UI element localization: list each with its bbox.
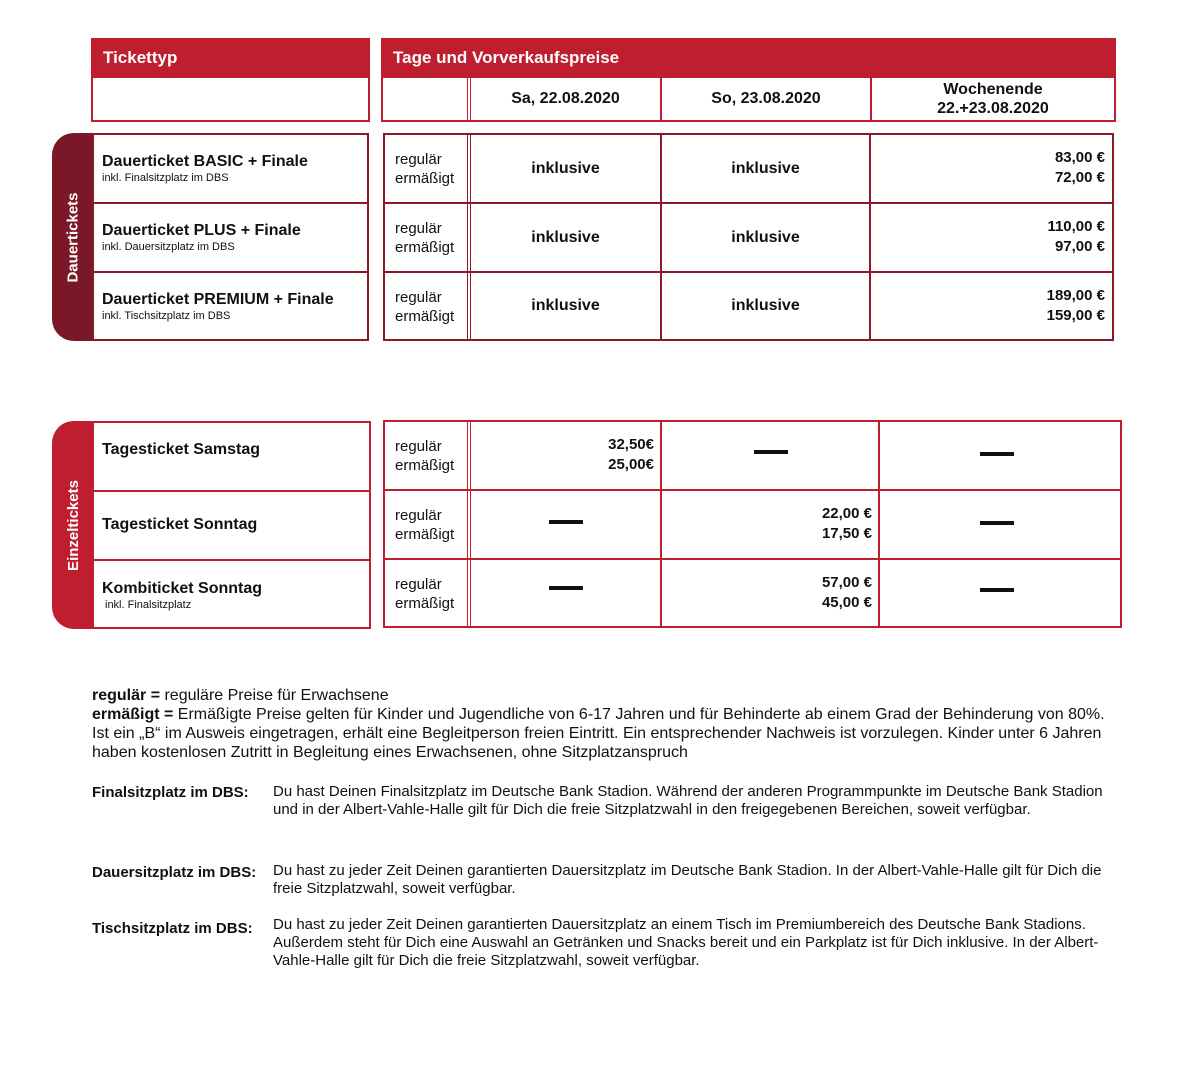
price-weekend [880,422,1120,489]
ticket-premium-sub: inkl. Tischsitzplatz im DBS [102,310,231,322]
ticket-plus [94,204,367,273]
price-labels: regulär ermäßigt [385,135,471,202]
tickettyp-empty-box [91,76,370,122]
price-labels: regulär ermäßigt [385,422,471,489]
legend-regular-term: regulär = [92,687,161,704]
tickettyp-header [91,38,370,78]
price-sun: inklusive [662,135,871,202]
not-available-dash [980,521,1014,525]
ticket-tages-sonntag-name: Tagesticket Sonntag [102,516,258,533]
legend-reduced [92,705,1124,762]
definition-term-dauer: Dauersitzplatz im DBS: [92,864,257,881]
tickettyp-title: Tickettyp [103,48,178,67]
date-header-sat: Sa, 22.08.2020 [471,78,662,120]
price-sat [471,560,662,626]
ticket-basic-sub: inkl. Finalsitzplatz im DBS [102,172,229,184]
ticket-premium-name: Dauerticket PREMIUM + Finale [102,291,334,308]
not-available-dash [754,450,788,454]
legend-reduced-text: Ermäßigte Preise gelten für Kinder und Jugendliche von 6-17 Jahren und für Behinderte ab einem Grad der Behinderung von 80%. Ist ein „B“ im Ausweis eingetragen, erhält eine Begleitperson freien Eintritt. Ein entsprechender Nachweis ist vorzulegen. Kinder unter 6 Jahren haben kostenlosen Zutritt in Begleitung eines Erwachsenen, ohne Sitzplatzanspruch [92,706,1105,761]
dauertickets-tab-label: Dauertickets [64,191,82,283]
price-sat: inklusive [471,135,662,202]
not-available-dash [980,452,1014,456]
einzeltickets-tab [52,421,94,629]
price-sat: inklusive [471,204,662,271]
price-sat [471,491,662,558]
dauertickets-prices [383,133,1114,341]
price-labels: regulär ermäßigt [385,560,471,626]
price-row-tages-sonntag [385,491,1120,560]
price-sun: 22,00 € 17,50 € [662,491,880,558]
price-sat: inklusive [471,273,662,339]
price-weekend: 110,00 € 97,00 € [1047,218,1105,255]
price-row-plus [385,204,1112,273]
tage-preise-title: Tage und Vorverkaufspreise [393,48,620,67]
not-available-dash [549,586,583,590]
price-row-kombi-sonntag [385,560,1120,626]
date-header-label-cell [383,78,471,120]
legend-regular-text: reguläre Preise für Erwachsene [160,687,389,704]
date-header-row [381,76,1116,122]
ticket-plus-name: Dauerticket PLUS + Finale [102,222,301,239]
legend-reduced-term: ermäßigt = [92,706,174,723]
ticket-kombi-sonntag-sub: inkl. Finalsitzplatz [105,599,192,611]
price-sun: 57,00 € 45,00 € [662,560,880,626]
dauertickets-names [92,133,369,341]
price-row-premium [385,273,1112,339]
price-row-basic [385,135,1112,204]
ticket-tages-samstag-name: Tagesticket Samstag [102,441,260,458]
legend-regular [92,686,1124,705]
price-sat: 32,50€ 25,00€ [471,422,662,489]
not-available-dash [549,520,583,524]
price-weekend [880,560,1120,626]
price-row-tages-samstag [385,422,1120,491]
price-labels: regulär ermäßigt [385,491,471,558]
price-labels: regulär ermäßigt [385,273,471,339]
date-header-sun: So, 23.08.2020 [662,78,872,120]
ticket-kombi-sonntag [94,561,369,627]
ticket-kombi-sonntag-name: Kombiticket Sonntag [102,580,263,597]
definition-text-dauer: Du hast zu jeder Zeit Deinen garantierten Dauersitzplatz im Deutsche Bank Stadion. In der Albert-Vahle-Halle gilt für Dich die freie Sitzplatzwahl, soweit verfügbar. [273,862,1102,897]
definition-text-final: Du hast Deinen Finalsitzplatz im Deutsche Bank Stadion. Während der anderen Programmpunkte im Deutsche Bank Stadion und in der Albert-Vahle-Halle gilt für Dich die freie Sitzplatzwahl in den freigegebenen Bereichen, soweit verfügbar. [273,783,1103,818]
not-available-dash [980,588,1014,592]
dauertickets-tab [52,133,94,341]
ticket-tages-sonntag [94,492,369,561]
price-sun: inklusive [662,273,871,339]
tage-preise-header [381,38,1116,78]
ticket-plus-sub: inkl. Dauersitzplatz im DBS [102,241,235,253]
price-weekend: 83,00 € 72,00 € [1054,149,1105,186]
ticket-premium [94,273,367,339]
ticket-tages-samstag [94,423,369,492]
price-weekend [880,491,1120,558]
ticket-basic [94,135,367,204]
price-labels: regulär ermäßigt [385,204,471,271]
definition-term-tisch: Tischsitzplatz im DBS: [92,920,253,937]
definition-term-final: Finalsitzplatz im DBS: [92,784,249,801]
price-sun [662,422,880,489]
definition-text-tisch: Du hast zu jeder Zeit Deinen garantierten Dauersitzplatz an einem Tisch im Premiumbereich des Deutsche Bank Stadions. Außerdem steht für Dich eine Auswahl an Getränken und Snacks bereit und ein Parkplatz ist für Dich inklusive. In der Albert-Vahle-Halle gilt für Dich die freie Sitzplatzwahl, soweit verfügbar. [273,916,1099,969]
ticket-basic-name: Dauerticket BASIC + Finale [102,153,308,170]
price-weekend: 189,00 € 159,00 € [1046,287,1105,324]
price-sun: inklusive [662,204,871,271]
date-header-weekend: Wochenende 22.+23.08.2020 [937,81,1049,117]
legend [92,686,1124,762]
einzeltickets-names [92,421,371,629]
einzeltickets-prices [383,420,1122,628]
einzeltickets-tab-label: Einzeltickets [64,479,82,571]
